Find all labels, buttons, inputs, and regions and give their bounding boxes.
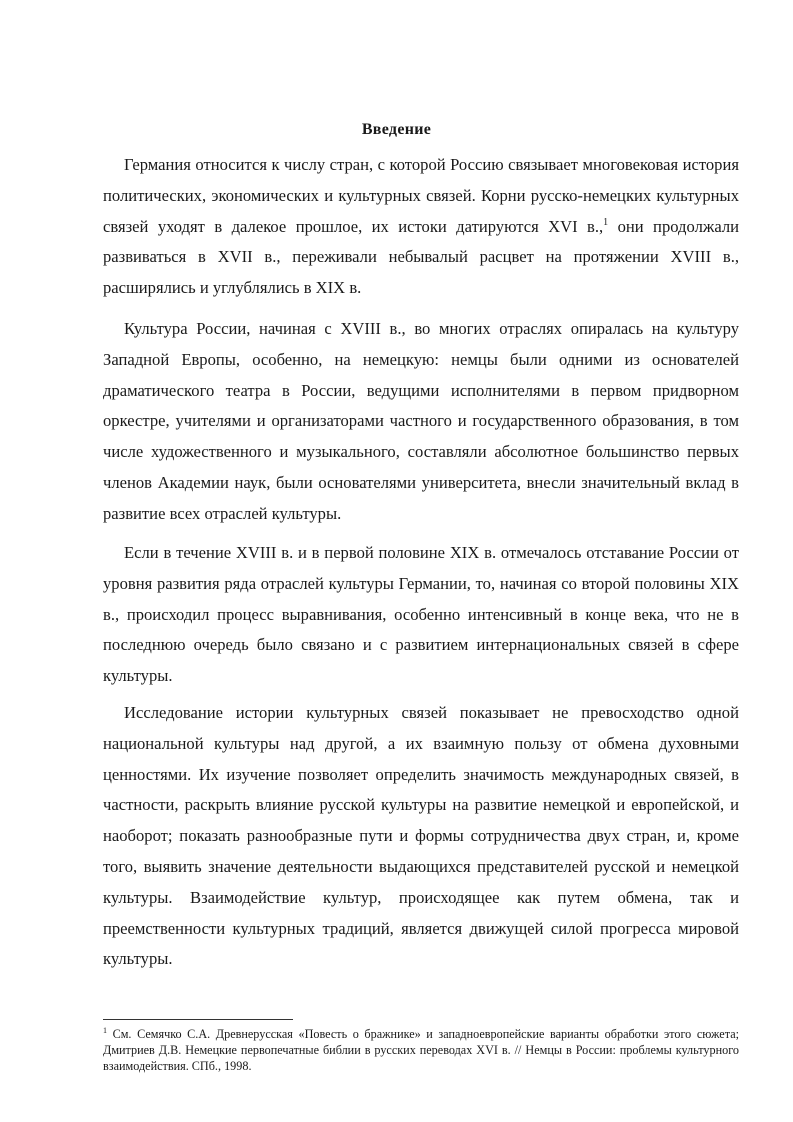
- paragraph-2: Культура России, начиная с XVIII в., во многих отраслях опиралась на культуру Западной Европы, особенно, на немецкую: немцы были одними из основателей драматического театра в России, ведущими исполнителями в первом придворном оркестре, учителями и организаторами частного и государственного образования, в том числе художественного и музыкального, составляли абсолютное большинство первых членов Академии наук, были основателями университета, внесли значительный вклад в развитие всех отраслей культуры.: [103, 319, 739, 523]
- paragraph-1-text-continued: они продолжали развиваться в XVII в., переживали небывалый расцвет на протяжении XVIII в., расширялись и углублялись в XIX в.: [103, 216, 739, 298]
- footnote-separator: [103, 1019, 293, 1020]
- paragraph-4: Исследование истории культурных связей показывает не превосходство одной национальной культуры над другой, а их взаимную пользу от обмена духовными ценностями. Их изучение позволяет определить значимость международных связей, в частности, раскрыть влияние русской культуры на развитие немецкой и европейской, и наоборот; показать разнообразные пути и формы сотрудничества двух стран, и, кроме того, выявить значение деятельности выдающихся представителей русской и немецкой культуры. Взаимодействие культур, происходящее как путем обмена, так и преемственности культурных традиций, является движущей силой прогресса мировой культуры.: [103, 703, 739, 969]
- footnote-reference[interactable]: 1: [603, 216, 609, 228]
- page-title: Введение: [361, 121, 432, 138]
- footnote-text: См. Семячко С.А. Древнерусская «Повесть о бражнике» и западноевропейские варианты обработки этого сюжета; Дмитриев Д.В. Немецкие первопечатные библии в русских переводах XVI в. // Немцы в России: проблемы культурного взаимодействия. СПб., 1998.: [103, 1027, 739, 1074]
- paragraph-1-text: Германия относится к числу стран, с которой Россию связывает многовековая история политических, экономических и культурных связей. Корни русско-немецких культурных связей уходят в далекое прошлое, их истоки датируются XVI в.,: [103, 155, 739, 236]
- footnote-marker: 1: [103, 1026, 107, 1035]
- paragraph-3: Если в течение XVIII в. и в первой половине XIX в. отмечалось отставание России от уровня развития ряда отраслей культуры Германии, то, начиная со второй половины XIX в., происходил процесс выравнивания, особенно интенсивный в конце века, что не в последнюю очередь было связано и с развитием интернациональных связей в сфере культуры.: [103, 543, 739, 686]
- footnote: [103, 1026, 739, 1075]
- paragraph-1: [103, 150, 739, 304]
